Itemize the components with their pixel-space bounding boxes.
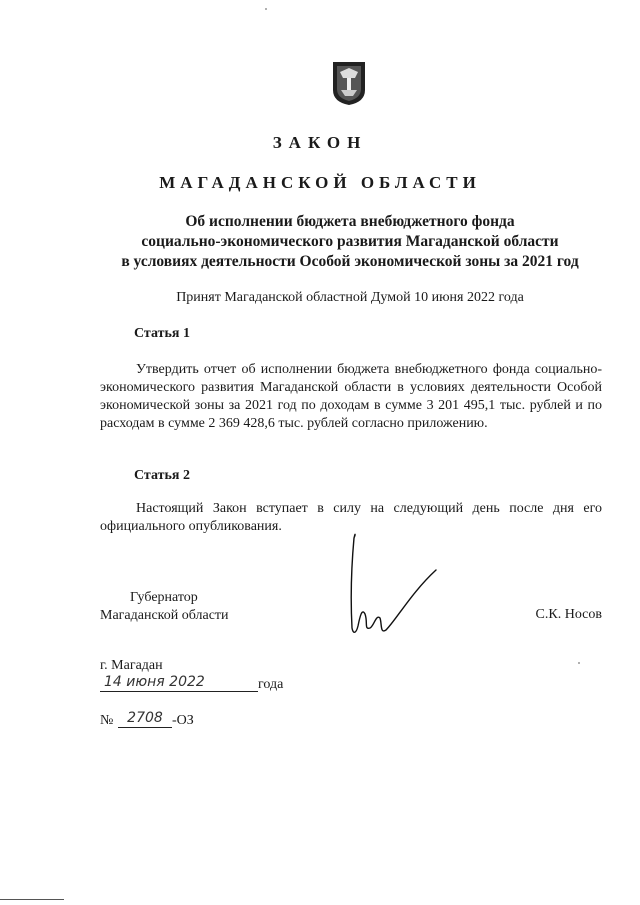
footer-divider: [0, 899, 64, 900]
signatory-position-line: Магаданской области: [100, 608, 229, 623]
handwritten-signature: [340, 530, 450, 645]
article-2-heading: Статья 2: [134, 468, 190, 483]
signatory-position-line: Губернатор: [130, 590, 198, 605]
subject-line: Об исполнении бюджета внебюджетного фонда: [185, 213, 515, 230]
region-title: МАГАДАНСКОЙ ОБЛАСТИ: [159, 173, 481, 192]
adoption-note: Принят Магаданской областной Думой 10 июня 2022 года: [176, 290, 524, 305]
signatory-name: С.К. Носов: [535, 607, 602, 622]
date-suffix: года: [258, 677, 284, 692]
scan-speck: [578, 662, 580, 664]
subject-line: социально-экономического развития Магаданской области: [141, 233, 559, 250]
law-title: ЗАКОН: [272, 133, 368, 152]
handwritten-date: 14 июня 2022: [100, 674, 258, 692]
signing-place: г. Магадан: [100, 658, 163, 673]
number-prefix: №: [100, 713, 114, 728]
article-1-heading: Статья 1: [134, 326, 190, 341]
coat-of-arms-icon: [331, 60, 367, 106]
law-subject: [100, 212, 600, 272]
signatory-position: [100, 589, 229, 625]
article-2-text: Настоящий Закон вступает в силу на следующий день после дня его официального опубликования.: [100, 501, 602, 534]
number-suffix: -ОЗ: [172, 713, 194, 728]
subject-line: в условиях деятельности Особой экономической зоны за 2021 год: [121, 253, 579, 270]
scan-speck: [265, 8, 267, 10]
article-1-text: Утвердить отчет об исполнении бюджета внебюджетного фонда социально-экономического развития Магаданской области в условиях деятельности Особой экономической зоны за 2021 год по доходам в сумме 3 201 495,1 тыс. рублей и по расходам в сумме 2 369 428,6 тыс. рублей согласно приложению.: [100, 362, 602, 431]
handwritten-number: 2708: [118, 710, 172, 728]
